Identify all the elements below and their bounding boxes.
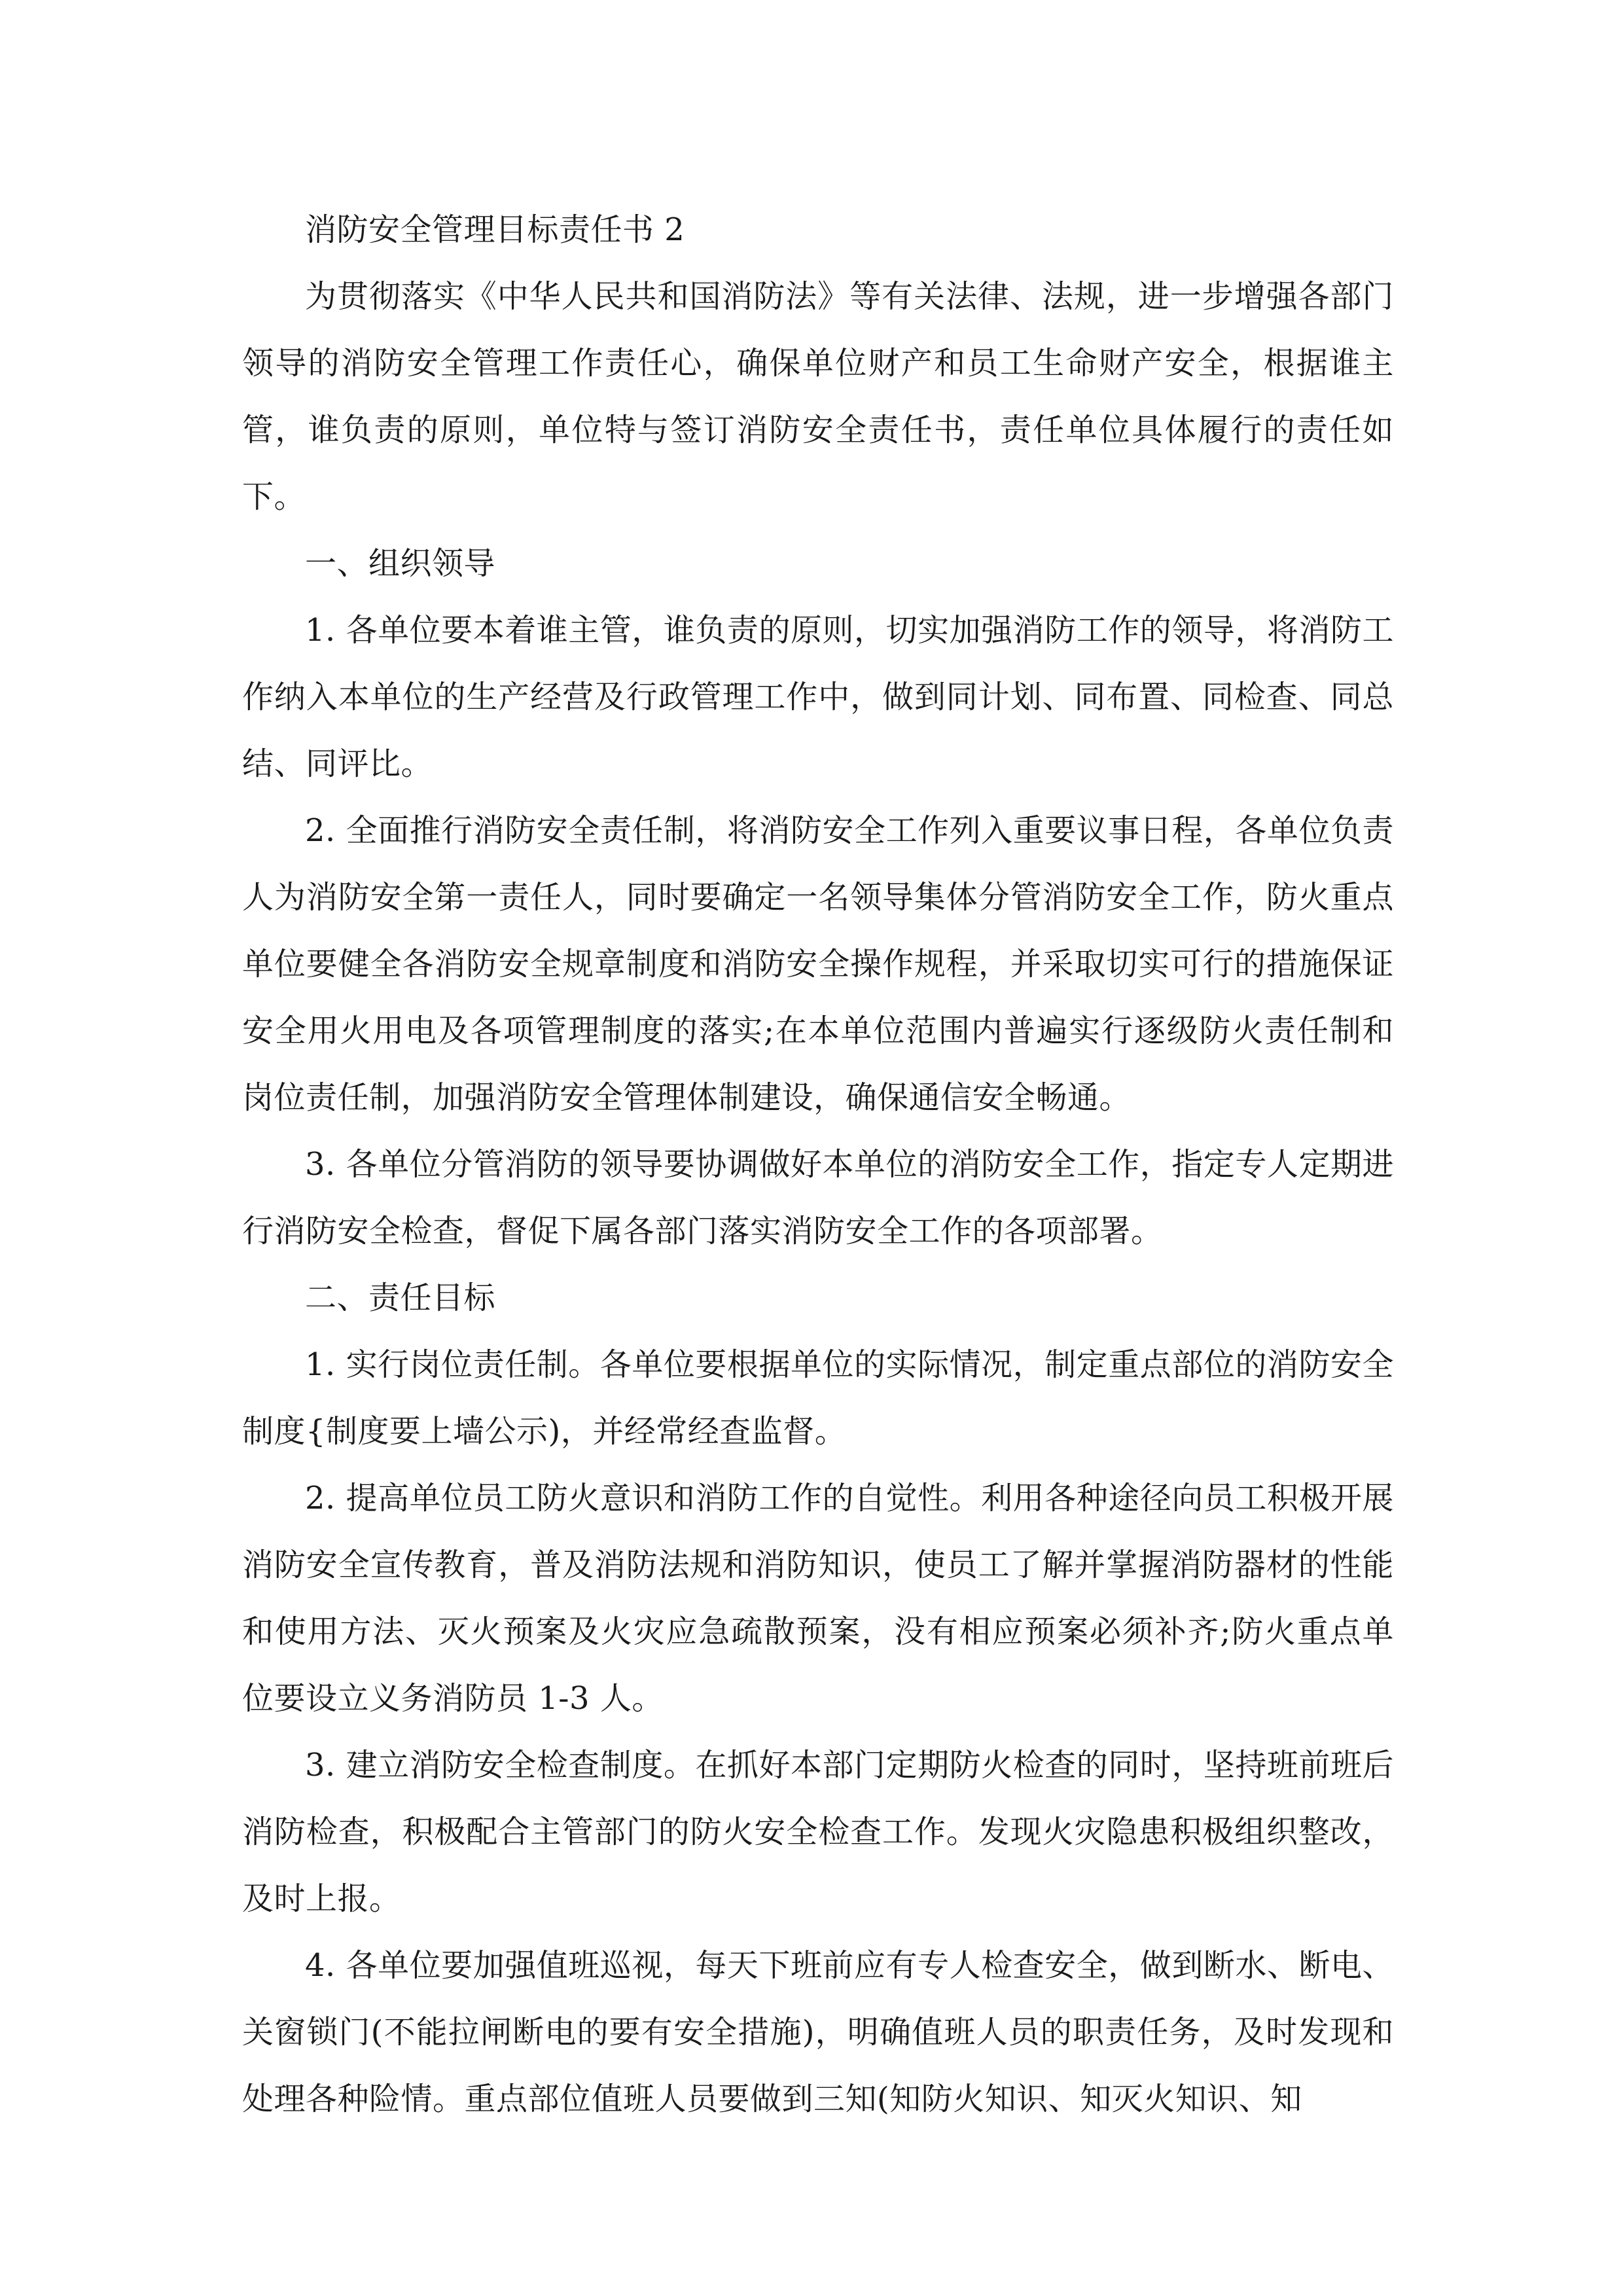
intro-paragraph: 为贯彻落实《中华人民共和国消防法》等有关法律、法规，进一步增强各部门领导的消防安全管理工作责任心，确保单位财产和员工生命财产安全，根据谁主管，谁负责的原则，单位特与签订消防安全责任书，责任单位具体履行的责任如下。 [242, 278, 1394, 515]
section-1-item-3: 3. 各单位分管消防的领导要协调做好本单位的消防安全工作，指定专人定期进行消防安全检查，督促下属各部门落实消防安全工作的各项部署。 [242, 1146, 1394, 1249]
section-1-item-2: 2. 全面推行消防安全责任制，将消防安全工作列入重要议事日程，各单位负责人为消防安全第一责任人，同时要确定一名领导集体分管消防安全工作，防火重点单位要健全各消防安全规章制度和消防安全操作规程，并采取切实可行的措施保证安全用火用电及各项管理制度的落实;在本单位范围内普遍实行逐级防火责任制和岗位责任制，加强消防安全管理体制建设，确保通信安全畅通。 [242, 812, 1394, 1116]
section-2-heading: 二、责任目标 [305, 1280, 496, 1316]
section-2-item-2: 2. 提高单位员工防火意识和消防工作的自觉性。利用各种途径向员工积极开展消防安全宣传教育，普及消防法规和消防知识，使员工了解并掌握消防器材的性能和使用方法、灭火预案及火灾应急疏散预案，没有相应预案必须补齐;防火重点单位要设立义务消防员 1-3 人。 [242, 1480, 1394, 1717]
section-1-heading: 一、组织领导 [305, 545, 496, 582]
section-2-item-1: 1. 实行岗位责任制。各单位要根据单位的实际情况，制定重点部位的消防安全制度{制度要上墙公示)，并经常经查监督。 [242, 1346, 1394, 1450]
section-1-item-1: 1. 各单位要本着谁主管，谁负责的原则，切实加强消防工作的领导，将消防工作纳入本单位的生产经营及行政管理工作中，做到同计划、同布置、同检查、同总结、同评比。 [242, 612, 1394, 782]
section-2-item-4: 4. 各单位要加强值班巡视，每天下班前应有专人检查安全，做到断水、断电、关窗锁门(不能拉闸断电的要有安全措施)，明确值班人员的职责任务，及时发现和处理各种险情。重点部位值班人员要做到三知(知防火知识、知灭火知识、知 [242, 1947, 1394, 2117]
document-title: 消防安全管理目标责任书 2 [305, 211, 685, 248]
document-body [242, 196, 1394, 2132]
section-2-item-3: 3. 建立消防安全检查制度。在抓好本部门定期防火检查的同时，坚持班前班后消防检查，积极配合主管部门的防火安全检查工作。发现火灾隐患积极组织整改，及时上报。 [242, 1747, 1394, 1917]
